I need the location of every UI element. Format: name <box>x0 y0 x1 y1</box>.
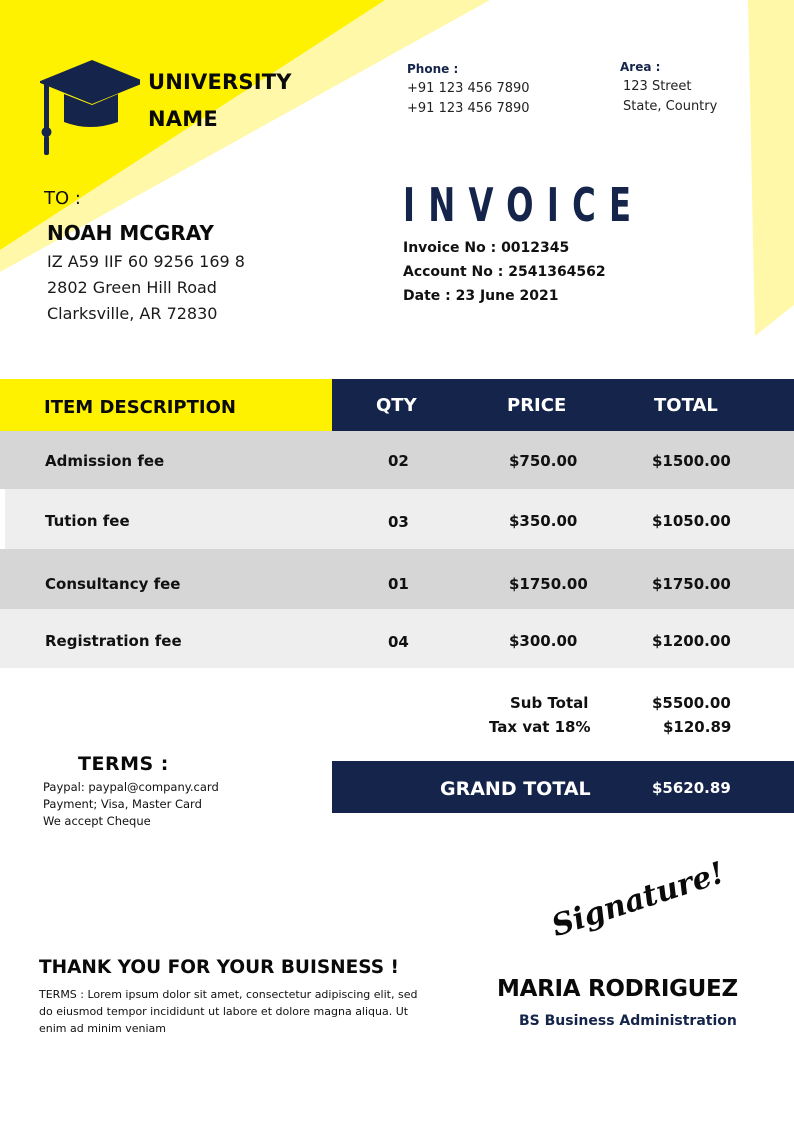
row-total: $1050.00 <box>652 512 731 530</box>
grand-total-label: GRAND TOTAL <box>440 778 591 800</box>
row-price: $350.00 <box>509 512 578 530</box>
invoice-title: INVOICE <box>403 178 645 232</box>
grand-total-bar <box>332 761 794 813</box>
row-total: $1750.00 <box>652 575 731 593</box>
header-item-description: ITEM DESCRIPTION <box>44 397 236 418</box>
terms-line-1: Paypal: paypal@company.card <box>43 780 219 794</box>
row-description: Admission fee <box>45 452 165 470</box>
to-label: TO : <box>44 188 81 209</box>
row-qty: 02 <box>388 452 409 470</box>
client-name: NOAH MCGRAY <box>47 221 214 245</box>
row-qty: 04 <box>388 633 409 651</box>
table-row <box>0 549 794 609</box>
terms-title: TERMS : <box>78 753 169 775</box>
row-description: Tution fee <box>45 512 130 530</box>
client-address <box>47 249 245 327</box>
university-name-line2: NAME <box>148 107 218 131</box>
row-total: $1500.00 <box>652 452 731 470</box>
footer-terms-text: TERMS : Lorem ipsum dolor sit amet, consectetur adipiscing elit, sed do eiusmod tempor incididunt ut labore et dolore magna aliqua. Ut enim ad minim veniam <box>39 988 418 1035</box>
area-line-1: 123 Street <box>623 79 692 94</box>
signer-name: MARIA RODRIGUEZ <box>497 976 738 1002</box>
terms-line-2: Payment; Visa, Master Card <box>43 797 202 811</box>
client-address-line-2: 2802 Green Hill Road <box>47 278 217 297</box>
grand-total-value: $5620.89 <box>652 779 731 797</box>
header-price: PRICE <box>507 395 567 416</box>
phone-block <box>407 62 530 119</box>
row-price: $1750.00 <box>509 575 588 593</box>
client-address-line-3: Clarksville, AR 72830 <box>47 304 218 323</box>
subtotal-label: Sub Total <box>510 694 589 712</box>
row-total: $1200.00 <box>652 632 731 650</box>
graduation-cap-icon <box>40 60 140 160</box>
client-address-line-1: IZ A59 IIF 60 9256 169 8 <box>47 252 245 271</box>
signer-title: BS Business Administration <box>519 1013 737 1029</box>
area-block <box>620 60 717 117</box>
invoice-meta <box>403 236 606 308</box>
thank-you-heading: THANK YOU FOR YOUR BUISNESS ! <box>39 957 399 978</box>
university-name <box>148 64 292 138</box>
pale-yellow-stripe-right <box>748 0 794 336</box>
table-row <box>0 489 794 549</box>
row-description: Consultancy fee <box>45 575 181 593</box>
area-line-2: State, Country <box>623 99 718 114</box>
area-label: Area : <box>620 60 661 74</box>
tax-value: $120.89 <box>663 718 732 736</box>
invoice-date: Date : 23 June 2021 <box>403 288 559 304</box>
row-qty: 03 <box>388 513 409 531</box>
header-qty: QTY <box>376 395 417 416</box>
tax-label: Tax vat 18% <box>489 718 591 736</box>
row-qty: 01 <box>388 575 409 593</box>
terms-list <box>43 779 219 830</box>
phone-number-2: +91 123 456 7890 <box>407 101 530 116</box>
phone-label: Phone : <box>407 62 459 76</box>
subtotal-value: $5500.00 <box>652 694 731 712</box>
terms-line-3: We accept Cheque <box>43 814 151 828</box>
row-description: Registration fee <box>45 632 182 650</box>
header-total: TOTAL <box>654 395 718 416</box>
table-row <box>0 431 794 489</box>
phone-number-1: +91 123 456 7890 <box>407 81 530 96</box>
signature: Signature! <box>547 855 729 945</box>
table-row <box>0 609 794 668</box>
account-number: Account No : 2541364562 <box>403 264 606 280</box>
university-name-line1: UNIVERSITY <box>148 70 292 94</box>
invoice-number: Invoice No : 0012345 <box>403 240 570 256</box>
row-price: $750.00 <box>509 452 578 470</box>
row-price: $300.00 <box>509 632 578 650</box>
